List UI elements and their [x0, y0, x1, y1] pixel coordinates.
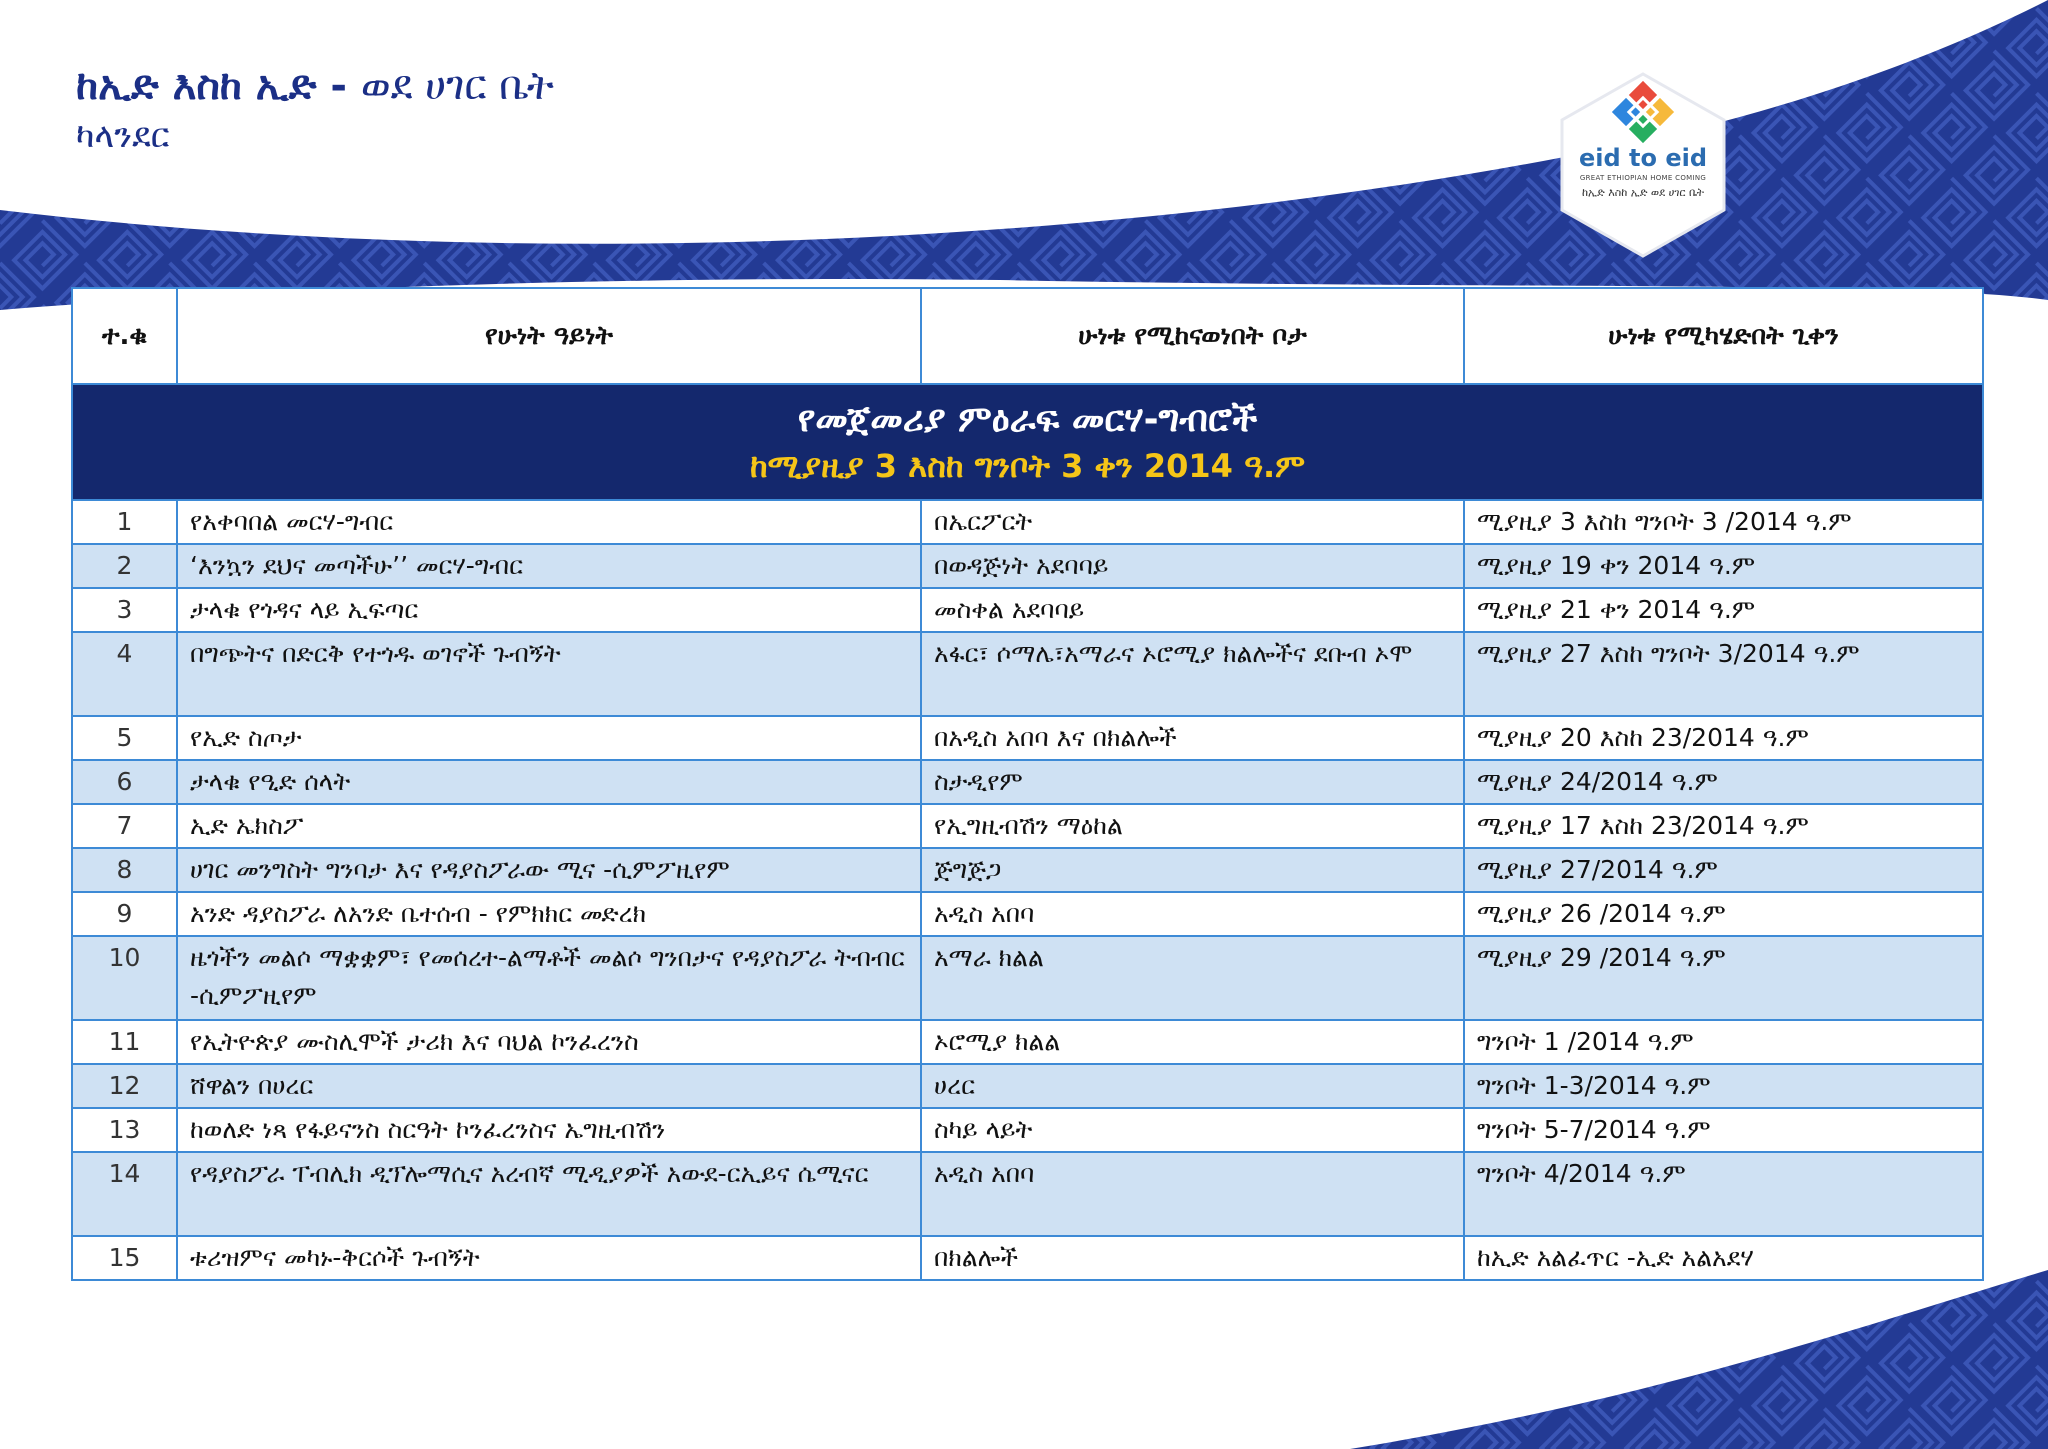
event-place: በወዳጅነት አደባባይ	[921, 544, 1464, 588]
row-number: 11	[72, 1020, 177, 1064]
row-number: 10	[72, 936, 177, 1020]
title-strong: ከኢድ እስከ ኢድ	[76, 63, 317, 109]
table-row	[72, 1108, 1983, 1152]
event-type: ሀገር መንግስት ግንባታ እና የዳያስፖራው ሚና -ሲምፖዚየም	[177, 848, 921, 892]
header-event-type: የሁነት ዓይነት	[177, 288, 921, 384]
event-date: ከኢድ አልፈጥር -ኢድ አልአደሃ	[1464, 1236, 1983, 1280]
event-place: ሀረር	[921, 1064, 1464, 1108]
row-number: 15	[72, 1236, 177, 1280]
event-place: ስካይ ላይት	[921, 1108, 1464, 1152]
row-number: 2	[72, 544, 177, 588]
banner-title: የመጀመሪያ ምዕራፍ መርሃ-ግብሮች	[797, 399, 1258, 441]
event-date: ግንቦት 5-7/2014 ዓ.ም	[1464, 1108, 1983, 1152]
event-type: ታላቁ የዒድ ሰላት	[177, 760, 921, 804]
event-date: ሚያዚያ 17 እስከ 23/2014 ዓ.ም	[1464, 804, 1983, 848]
table-row	[72, 1064, 1983, 1108]
event-date: ሚያዚያ 27 እስከ ግንቦት 3/2014 ዓ.ም	[1464, 632, 1983, 716]
event-type: የኢትዮጵያ ሙስሊሞች ታሪክ እና ባህል ኮንፈረንስ	[177, 1020, 921, 1064]
phase-banner	[72, 384, 1983, 500]
row-number: 3	[72, 588, 177, 632]
table-row	[72, 1236, 1983, 1280]
table-row	[72, 760, 1983, 804]
event-type: ከወለድ ነጻ የፋይናንስ ስርዓት ኮንፈረንስና ኤግዚብሽን	[177, 1108, 921, 1152]
calendar-table	[71, 287, 1984, 1281]
phase-banner-row	[72, 384, 1983, 500]
event-place: አማራ ክልል	[921, 936, 1464, 1020]
bottom-wave-band	[1350, 1270, 2048, 1449]
event-place: መስቀል አደባባይ	[921, 588, 1464, 632]
table-row	[72, 716, 1983, 760]
event-place: በአዲስ አበባ እና በክልሎች	[921, 716, 1464, 760]
row-number: 12	[72, 1064, 177, 1108]
header-event-place: ሁነቱ የሚከናወነበት ቦታ	[921, 288, 1464, 384]
page-title	[76, 60, 554, 112]
event-type: ዜጎችን መልሶ ማቋቋም፣ የመሰረተ-ልማቶች መልሶ ግንበታና የዳያስፖራ ትብብር -ሲምፖዚየም	[177, 936, 921, 1020]
row-number: 14	[72, 1152, 177, 1236]
row-number: 5	[72, 716, 177, 760]
row-number: 8	[72, 848, 177, 892]
event-date: ሚያዚያ 26 /2014 ዓ.ም	[1464, 892, 1983, 936]
event-rows	[72, 500, 1983, 1280]
table-row	[72, 632, 1983, 716]
event-date: ሚያዚያ 3 እስከ ግንቦት 3 /2014 ዓ.ም	[1464, 500, 1983, 544]
event-place: አዲስ አበባ	[921, 892, 1464, 936]
row-number: 4	[72, 632, 177, 716]
event-place: በክልሎች	[921, 1236, 1464, 1280]
event-date: ሚያዚያ 19 ቀን 2014 ዓ.ም	[1464, 544, 1983, 588]
event-date: ግንቦት 1-3/2014 ዓ.ም	[1464, 1064, 1983, 1108]
header-event-date: ሁነቱ የሚካሄድበት ጊቀን	[1464, 288, 1983, 384]
event-place: አዲስ አበባ	[921, 1152, 1464, 1236]
table-row	[72, 848, 1983, 892]
event-type: ሸዋልን በሀረር	[177, 1064, 921, 1108]
table-row	[72, 1020, 1983, 1064]
event-place: ጅግጅጋ	[921, 848, 1464, 892]
eid-to-eid-logo	[1548, 70, 1738, 260]
event-type: ኢድ ኤክስፖ	[177, 804, 921, 848]
event-type: የአቀባበል መርሃ-ግብር	[177, 500, 921, 544]
calendar-table-container	[71, 287, 1982, 1281]
row-number: 6	[72, 760, 177, 804]
page-subtitle: ካላንደር	[76, 116, 170, 156]
row-number: 13	[72, 1108, 177, 1152]
row-number: 1	[72, 500, 177, 544]
table-row	[72, 544, 1983, 588]
event-date: ሚያዚያ 27/2014 ዓ.ም	[1464, 848, 1983, 892]
table-row	[72, 500, 1983, 544]
header-number: ተ.ቁ	[72, 288, 177, 384]
event-place: የኢግዚብሽን ማዕከል	[921, 804, 1464, 848]
event-date: ግንቦት 4/2014 ዓ.ም	[1464, 1152, 1983, 1236]
document-header	[76, 60, 554, 156]
event-place: አፋር፣ ሶማሌ፣አማራና ኦሮሚያ ክልሎችና ደቡብ ኦሞ	[921, 632, 1464, 716]
banner-dates: ከሚያዚያ 3 እስከ ግንቦት 3 ቀን 2014 ዓ.ም	[749, 446, 1306, 485]
event-type: በግጭትና በድርቅ የተጎዱ ወገኖች ጉብኝት	[177, 632, 921, 716]
table-row	[72, 588, 1983, 632]
row-number: 9	[72, 892, 177, 936]
table-row	[72, 892, 1983, 936]
title-rest: ወደ ሀገር ቤት	[360, 63, 554, 109]
table-row	[72, 936, 1983, 1020]
event-date: ሚያዚያ 21 ቀን 2014 ዓ.ም	[1464, 588, 1983, 632]
row-number: 7	[72, 804, 177, 848]
event-type: አንድ ዳያስፖራ ለአንድ ቤተሰብ - የምክክር መድረክ	[177, 892, 921, 936]
event-type: የዳያስፖራ ፐብሊክ ዲፕሎማሲና አረብኛ ሚዲያዎች አውደ-ርኢይና ሴሚናር	[177, 1152, 921, 1236]
event-place: በኤርፖርት	[921, 500, 1464, 544]
event-date: ሚያዚያ 29 /2014 ዓ.ም	[1464, 936, 1983, 1020]
table-row	[72, 804, 1983, 848]
logo-tagline: GREAT ETHIOPIAN HOME COMING	[1579, 174, 1707, 182]
table-row	[72, 1152, 1983, 1236]
event-date: ሚያዚያ 20 እስከ 23/2014 ዓ.ም	[1464, 716, 1983, 760]
table-header-row	[72, 288, 1983, 384]
event-type: ‘እንኳን ደህና መጣችሁ’’ መርሃ-ግብር	[177, 544, 921, 588]
event-place: ስታዲየም	[921, 760, 1464, 804]
event-type: የኢድ ስጦታ	[177, 716, 921, 760]
logo-name: eid to eid	[1578, 144, 1708, 172]
event-type: ታላቁ የጎዳና ላይ ኢፍጣር	[177, 588, 921, 632]
event-date: ሚያዚያ 24/2014 ዓ.ም	[1464, 760, 1983, 804]
event-type: ቱሪዝምና መካኑ-ቅርሶች ጉብኝት	[177, 1236, 921, 1280]
event-date: ግንቦት 1 /2014 ዓ.ም	[1464, 1020, 1983, 1064]
title-separator: -	[316, 63, 361, 109]
logo-amharic-text: ከኢድ እስከ ኢድ ወደ ሀገር ቤት	[1581, 186, 1704, 199]
event-place: ኦሮሚያ ክልል	[921, 1020, 1464, 1064]
